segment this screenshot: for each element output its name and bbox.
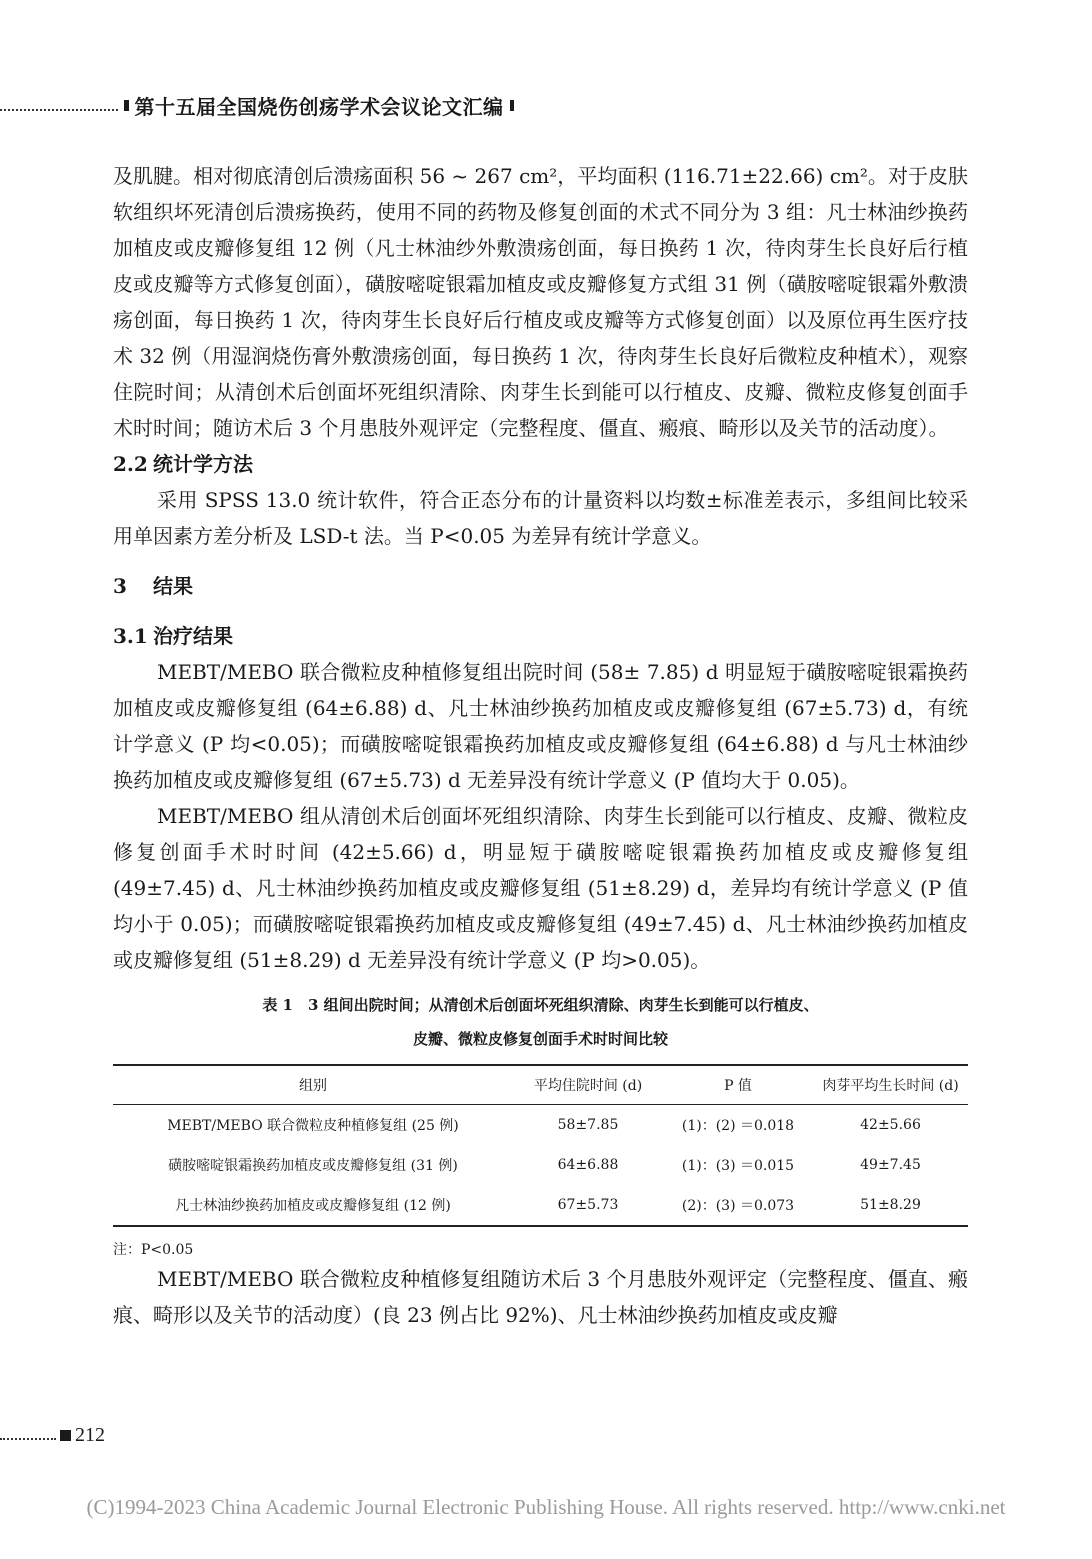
paragraph-granulation-time: MEBT/MEBO 组从清创术后创面坏死组织清除、肉芽生长到能可以行植皮、皮瓣、微粒皮修复创面手术时时间 (42±5.66) d，明显短于磺胺嘧啶银霜换药加植皮或皮瓣修复组 (49±7.45) d、凡士林油纱换药加植皮或皮瓣修复组 (51±8.29) d，差异均有统计学意义 (P 值均小于 0.05)；而磺胺嘧啶银霜换药加植皮或皮瓣修复组 (49±7.45) d、凡士林油纱换药加植皮或皮瓣修复组 (51±8.29) d 无差异没有统计学意义 (P 均>0.05)。 xyxy=(113,804,968,972)
table-cell: 67±5.73 xyxy=(513,1185,663,1226)
table-cell: (1)：(2) ＝0.018 xyxy=(681,1118,795,1134)
column-header-p-value: P 值 xyxy=(663,1065,813,1105)
page-number: 212 xyxy=(75,1423,105,1446)
table-header-row xyxy=(113,1065,968,1105)
section-title: 统计学方法 xyxy=(153,452,253,476)
table-cell: 64±6.88 xyxy=(557,1157,619,1173)
footer-dotted-rule xyxy=(0,1426,56,1440)
section-title: 治疗结果 xyxy=(153,624,233,648)
copyright-watermark: (C)1994-2023 China Academic Journal Electronic Publishing House. All rights reserved. http://www.cnki.net xyxy=(86,1495,1006,1519)
header-square-bullet-left xyxy=(124,100,129,111)
column-header-group: 组别 xyxy=(113,1065,513,1105)
table-cell: 51±8.29 xyxy=(813,1185,968,1226)
table-cell: 凡士林油纱换药加植皮或皮瓣修复组 (12 例) xyxy=(113,1185,513,1226)
table-row xyxy=(113,1145,968,1185)
table-caption-line: 表 1 3 组间出院时间；从清创术后创面坏死组织清除、肉芽生长到能可以行植皮、 xyxy=(262,996,819,1014)
section-heading-2-2 xyxy=(113,446,968,482)
table-cell: MEBT/MEBO 联合微粒皮种植修复组 (25 例) xyxy=(167,1118,459,1134)
column-header-granulation: 肉芽平均生长时间 (d) xyxy=(813,1065,968,1105)
header-square-bullet-right xyxy=(510,100,515,111)
table-cell: (2)：(3) ＝0.073 xyxy=(663,1185,813,1226)
table-cell: 49±7.45 xyxy=(860,1157,921,1173)
table-note: 注：P<0.05 xyxy=(113,1242,194,1258)
table-cell: (1)：(3) ＝0.015 xyxy=(681,1158,795,1174)
paragraph-appearance-evaluation: MEBT/MEBO 联合微粒皮种植修复组随访术后 3 个月患肢外观评定（完整程度、僵直、瘢痕、畸形以及关节的活动度）(良 23 例占比 92%)、凡士林油纱换药加植皮或皮瓣 xyxy=(113,1267,968,1327)
section-number: 3 xyxy=(113,574,127,598)
table-row xyxy=(113,1105,968,1146)
paragraph-discharge-time: MEBT/MEBO 联合微粒皮种植修复组出院时间 (58± 7.85) d 明显短于磺胺嘧啶银霜换药加植皮或皮瓣修复组 (64±6.88) d、凡士林油纱换药加植皮或皮瓣修复组 (67±5.73) d，有统计学意义 (P 均<0.05)；而磺胺嘧啶银霜换药加植皮或皮瓣修复组 (64±6.88) d 与凡士林油纱换药加植皮或皮瓣修复组 (67±5.73) d 无差异没有统计学意义 (P 值均大于 0.05)。 xyxy=(113,660,968,792)
section-heading-3 xyxy=(113,568,968,604)
page-footer xyxy=(0,1420,105,1450)
results-table xyxy=(113,1064,968,1227)
running-header xyxy=(0,88,520,122)
page-body xyxy=(113,158,968,1333)
footer-square-bullet xyxy=(60,1430,71,1441)
header-dotted-rule xyxy=(0,95,118,111)
section-heading-3-1 xyxy=(113,618,968,654)
section-number: 2.2 xyxy=(113,452,148,476)
section-number: 3.1 xyxy=(113,624,148,648)
table-cell: 58±7.85 xyxy=(557,1117,619,1133)
header-title: 第十五届全国烧伤创疡学术会议论文汇编 xyxy=(134,94,504,119)
section-title: 结果 xyxy=(153,574,193,598)
column-header-hospital-stay: 平均住院时间 (d) xyxy=(513,1065,663,1105)
paragraph-methods-groups: 及肌腱。相对彻底清创后溃疡面积 56 ~ 267 cm²，平均面积 (116.71±22.66) cm²。对于皮肤软组织坏死清创后溃疡换药，使用不同的药物及修复创面的术式不同分为 3 组：凡士林油纱换药加植皮或皮瓣修复组 12 例（凡士林油纱外敷溃疡创面，每日换药 1 次，待肉芽生长良好后行植皮或皮瓣等方式修复创面），磺胺嘧啶银霜加植皮或皮瓣修复方式组 31 例（磺胺嘧啶银霜外敷溃疡创面，每日换药 1 次，待肉芽生长良好后行植皮或皮瓣等方式修复创面）以及原位再生医疗技术 32 例（用湿润烧伤膏外敷溃疡创面，每日换药 1 次，待肉芽生长良好后微粒皮种植术），观察住院时间；从清创术后创面坏死组织清除、肉芽生长到能可以行植皮、皮瓣、微粒皮修复创面手术时时间；随访术后 3 个月患肢外观评定（完整程度、僵直、瘢痕、畸形以及关节的活动度）。 xyxy=(113,164,968,440)
table-cell: 磺胺嘧啶银霜换药加植皮或皮瓣修复组 (31 例) xyxy=(168,1158,458,1174)
table-caption-line: 皮瓣、微粒皮修复创面手术时时间比较 xyxy=(412,1030,668,1048)
table-caption xyxy=(113,988,968,1056)
table-cell: 42±5.66 xyxy=(860,1117,921,1133)
paragraph-statistics: 采用 SPSS 13.0 统计软件，符合正态分布的计量资料以均数±标准差表示，多组间比较采用单因素方差分析及 LSD-t 法。当 P<0.05 为差异有统计学意义。 xyxy=(113,488,968,548)
table-row xyxy=(113,1185,968,1226)
